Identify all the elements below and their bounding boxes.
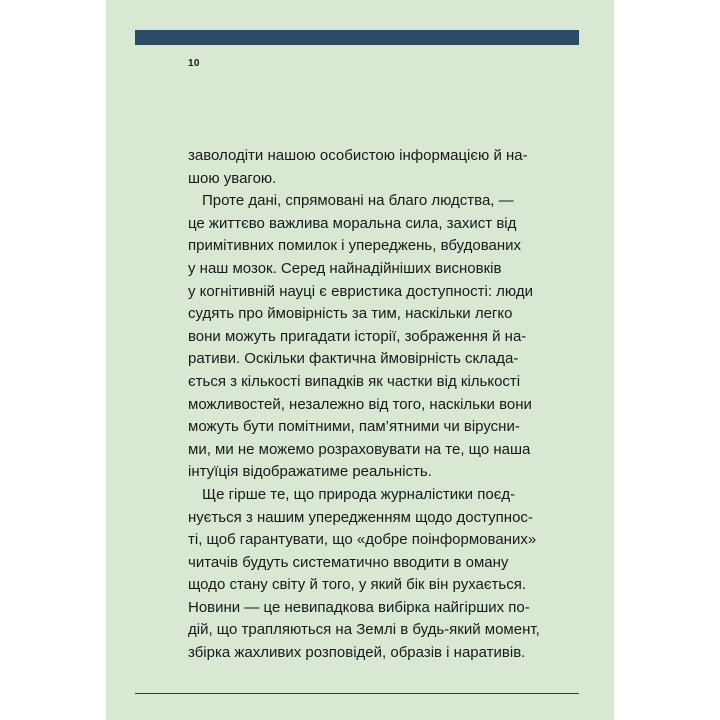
text-line: примітивних помилок і упереджень, вбудованих [188, 237, 522, 255]
text-line: ми, ми не можемо розраховувати на те, що наша [188, 440, 531, 458]
text-line: судять про ймовірність за тим, наскільки легко [188, 305, 513, 323]
text-line: нується з нашим упередженням щодо доступнос- [188, 508, 533, 526]
text-line: ті, щоб гарантувати, що «добре поінформованих» [188, 531, 537, 549]
paragraph [188, 190, 588, 484]
text-line: Новини — це невипадкова вибірка найгірших по- [188, 598, 530, 616]
text-line: читачів будуть систематично вводити в оману [188, 553, 509, 571]
text-line: збірка жахливих розповідей, образів і наративів. [188, 644, 526, 662]
paragraph [188, 484, 588, 665]
text-line: вони можуть пригадати історії, зображення й на- [188, 327, 527, 345]
text-line: можливостей, незалежно від того, наскільки вони [188, 395, 532, 413]
text-line: Проте дані, спрямовані на благо людства, — [202, 192, 514, 210]
footer-rule [135, 693, 579, 694]
text-line: заволодіти нашою особистою інформацією й на- [188, 147, 528, 164]
text-line: ративи. Оскільки фактична ймовірність склада- [188, 350, 519, 368]
text-line: дій, що трапляються на Землі в будь-який момент, [188, 621, 540, 639]
page-number: 10 [188, 58, 200, 69]
text-line: Ще гірше те, що природа журналістики поєд- [202, 485, 516, 503]
text-line: щодо стану світу й того, у який бік він рухається. [188, 576, 527, 594]
text-line: це життєво важлива моральна сила, захист від [188, 214, 517, 232]
text-line: ється з кількості випадків як частки від кількості [188, 372, 521, 390]
paragraph [188, 145, 588, 190]
text-line: у наш мозок. Серед найнадійніших висновків [188, 259, 502, 277]
text-line: інтуїція відображатиме реальність. [188, 463, 432, 481]
header-bar [135, 30, 579, 45]
body-text [188, 145, 588, 665]
text-line: шою увагою. [188, 169, 277, 187]
text-line: можуть бути помітними, пам’ятними чи вірусни- [188, 418, 520, 436]
text-line: у когнітивній науці є евристика доступності: люди [188, 282, 533, 300]
